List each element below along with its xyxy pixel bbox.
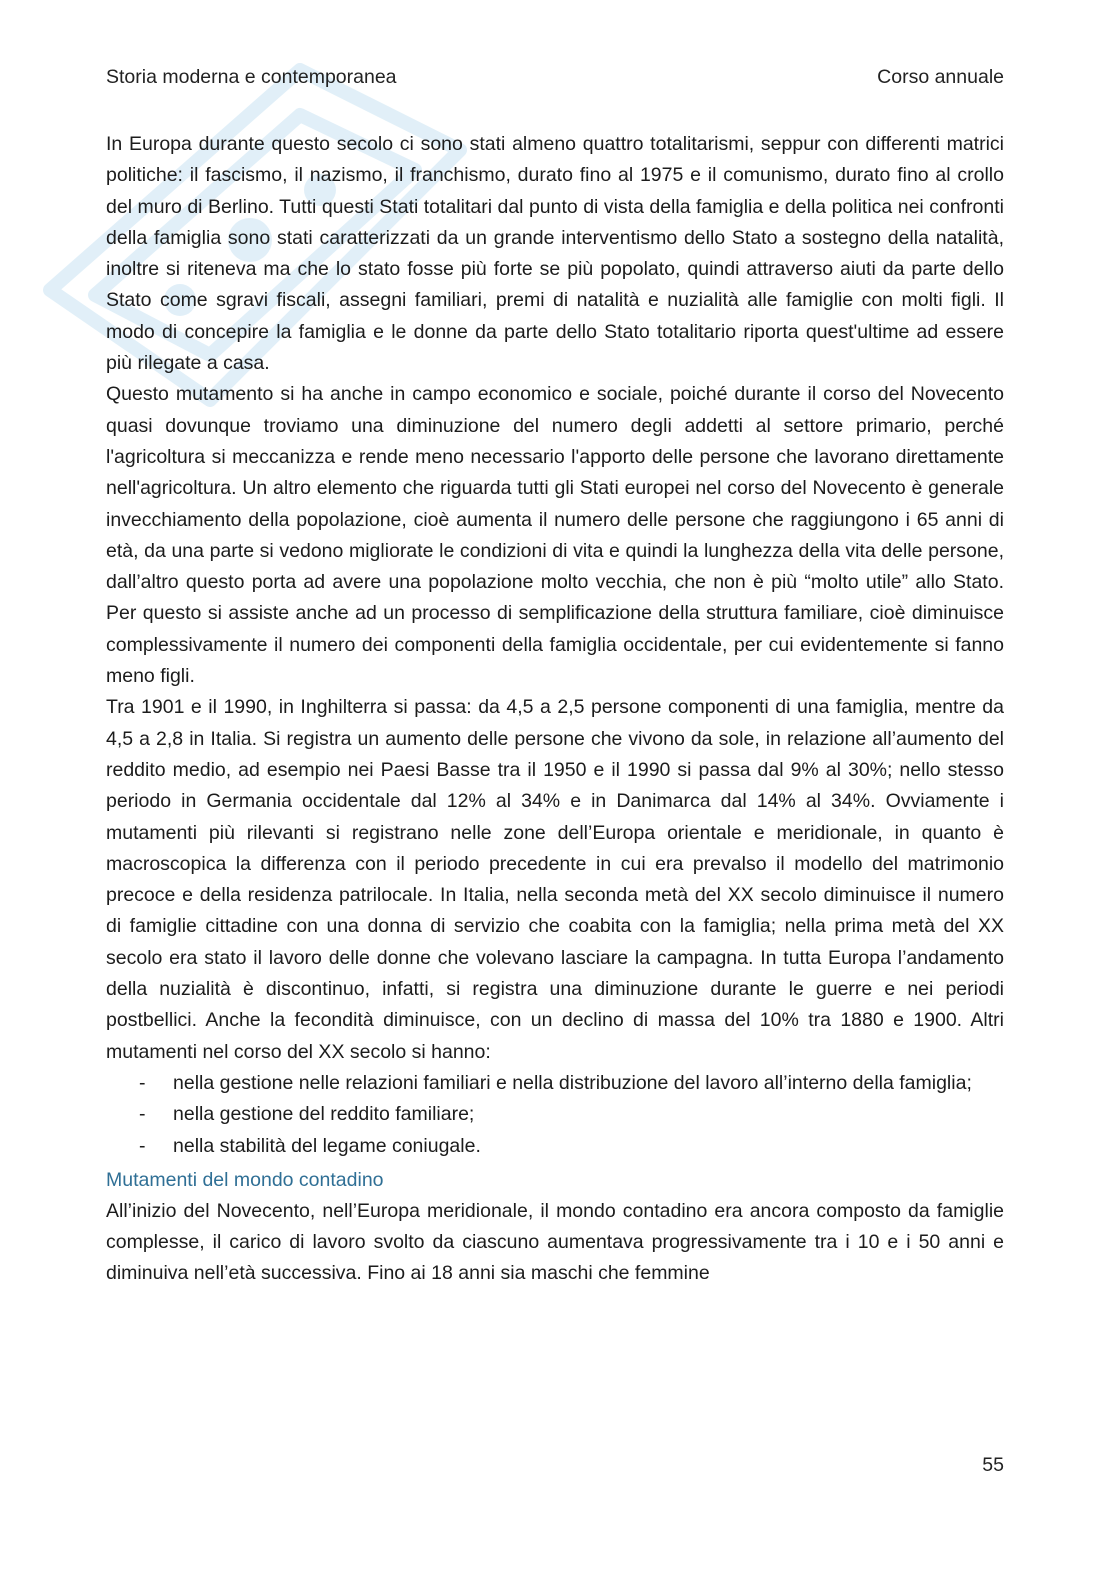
paragraph-family-statistics: Tra 1901 e il 1990, in Inghilterra si passa: da 4,5 a 2,5 persone componenti di una famiglia, mentre da 4,5 a 2,8 in Italia. Si registra un aumento delle persone che vivono da sole, in relazione all’aumento del reddito medio, ad esempio nei Paesi Basse tra il 1950 e il 1990 si passa dal 9% al 30%; nello stesso periodo in Germania occidentale dal 12% al 34% e in Danimarca dal 14% al 34%. Ovviamente i mutamenti più rilevanti si registrano nelle zone dell’Europa orientale e meridionale, in quanto è macroscopica la differenza con il periodo precedente in cui era prevalso il modello del matrimonio precoce e della residenza patrilocale. In Italia, nella seconda metà del XX secolo diminuisce il numero di famiglie cittadine con una donna di servizio che coabita con la famiglia; nella prima metà del XX secolo era stato il lavoro delle donne che volevano lasciare la campagna. In tutta Europa l’andamento della nuzialità è discontinuo, infatti, si registra una diminuzione durante le guerre e nei periodi postbellici. Anche la fecondità diminuisce, con un declino di massa del 10% tra 1880 e 1900. Altri mutamenti nel corso del XX secolo si hanno: — [106, 696, 1004, 1063]
bullet-dash: - — [139, 1134, 146, 1157]
document-body — [106, 129, 1004, 1290]
list-item — [106, 1099, 1004, 1130]
list-item-text: nella gestione del reddito familiare; — [173, 1103, 475, 1126]
header-course-type: Corso annuale — [877, 66, 1004, 88]
section-heading: Mutamenti del mondo contadino — [106, 1168, 384, 1191]
paragraph-totalitarianism: In Europa durante questo secolo ci sono stati almeno quattro totalitarismi, seppur con differenti matrici politiche: il fascismo, il nazismo, il franchismo, durato fino al 1975 e il comunismo, durato fino al crollo del muro di Berlino. Tutti questi Stati totalitari dal punto di vista della famiglia e della politica nei confronti della famiglia sono stati caratterizzati da un grande interventismo dello Stato a sostegno della natalità, inoltre si riteneva ma che lo stato fosse più forte se più popolato, quindi attraverso aiuti da parte dello Stato come sgravi fiscali, assegni familiari, premi di natalità e nuzialità alle famiglie con molti figli. Il modo di concepire la famiglia e le donne da parte dello Stato totalitario riporta quest'ultime ad essere più rilegate a casa. — [106, 133, 1004, 375]
page-header — [106, 66, 1004, 89]
list-item — [106, 1068, 1004, 1099]
list-item — [106, 1131, 1004, 1162]
page-number: 55 — [982, 1454, 1004, 1476]
list-item-text: nella gestione nelle relazioni familiari e nella distribuzione del lavoro all’interno della famiglia; — [173, 1071, 972, 1094]
paragraph-peasant-world: All’inizio del Novecento, nell’Europa meridionale, il mondo contadino era ancora composto da famiglie complesse, il carico di lavoro svolto da ciascuno aumentava progressivamente tra i 10 e i 50 anni e diminuiva nell’età successiva. Fino ai 18 anni sia maschi che femmine — [106, 1199, 1004, 1285]
list-item-text: nella stabilità del legame coniugale. — [173, 1134, 481, 1157]
bullet-dash: - — [139, 1071, 146, 1094]
bullet-dash: - — [139, 1103, 146, 1126]
paragraph-economic-change: Questo mutamento si ha anche in campo economico e sociale, poiché durante il corso del Novecento quasi dovunque troviamo una diminuzione del numero degli addetti al settore primario, perché l'agricoltura si meccanizza e rende meno necessario l'apporto delle persone che lavorano direttamente nell'agricoltura. Un altro elemento che riguarda tutti gli Stati europei nel corso del Novecento è generale invecchiamento della popolazione, cioè aumenta il numero delle persone che raggiungono i 65 anni di età, da una parte si vedono migliorate le condizioni di vita e quindi la lunghezza della vita delle persone, dall’altro questo porta ad avere una popolazione molto vecchia, che non è più “molto utile” allo Stato. Per questo si assiste anche ad un processo di semplificazione della struttura familiare, cioè diminuisce complessivamente il numero dei componenti della famiglia occidentale, per cui evidentemente si fanno meno figli. — [106, 383, 1004, 688]
changes-list — [106, 1068, 1004, 1162]
header-course-title: Storia moderna e contemporanea — [106, 66, 397, 88]
